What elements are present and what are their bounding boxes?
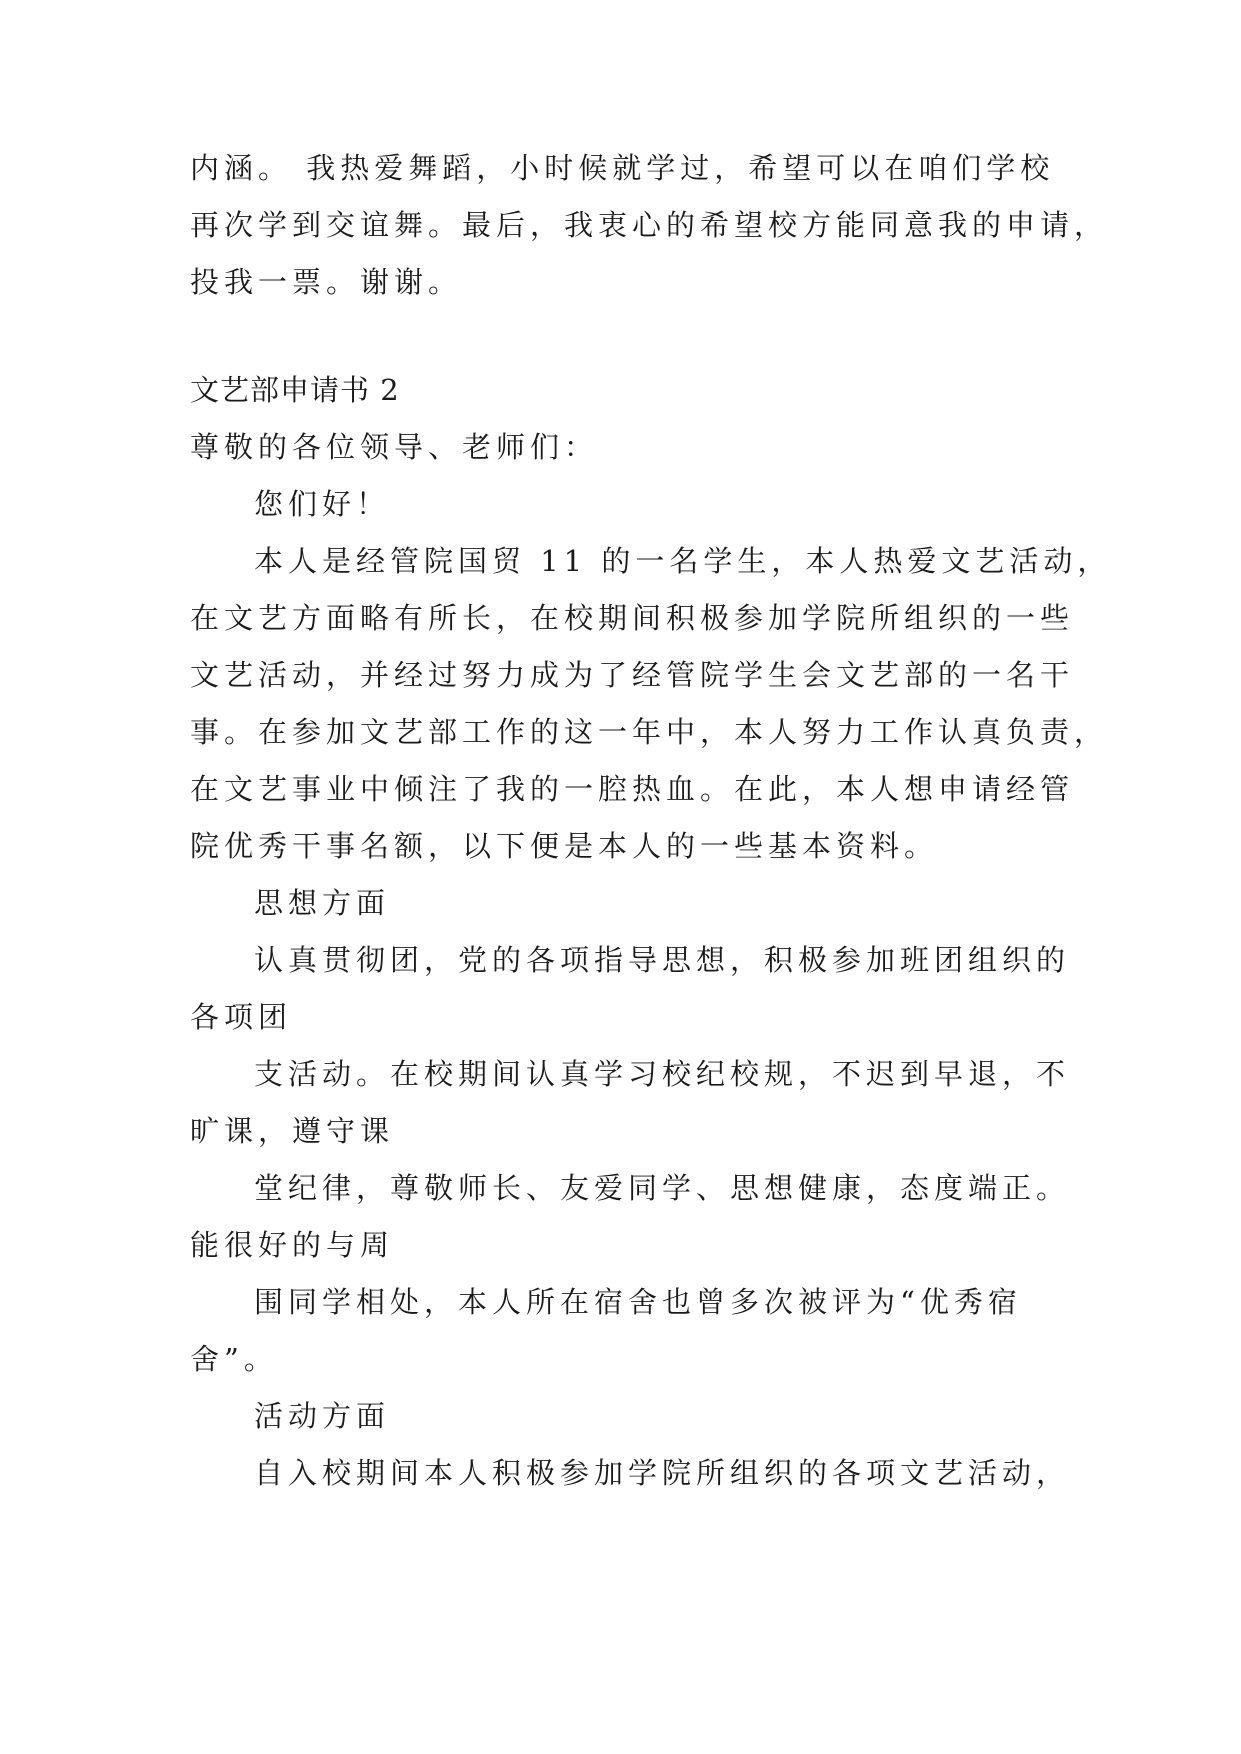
paragraph2-line-4: 旷课，遵守课 xyxy=(190,1114,395,1148)
intro-line-1: 内涵。 我热爱舞蹈，小时候就学过，希望可以在咱们学校 xyxy=(190,151,1055,185)
subheading-ideology: 思想方面 xyxy=(254,886,391,920)
intro-line-2: 再次学到交谊舞。最后，我衷心的希望校方能同意我的申请， xyxy=(190,208,1109,242)
greeting: 您们好！ xyxy=(254,487,391,521)
paragraph1-line-6: 院优秀干事名额，以下便是本人的一些基本资料。 xyxy=(190,829,939,863)
paragraph1-line-2: 在文艺方面略有所长，在校期间积极参加学院所组织的一些 xyxy=(190,601,1075,635)
paragraph2-line-7: 围同学相处，本人所在宿舍也曾多次被评为“优秀宿 xyxy=(254,1285,1022,1319)
paragraph2-line-1: 认真贯彻团，党的各项指导思想，积极参加班团组织的 xyxy=(254,943,1071,977)
paragraph1-line-5: 在文艺事业中倾注了我的一腔热血。在此，本人想申请经管 xyxy=(190,772,1075,806)
section-title: 文艺部申请书 2 xyxy=(190,373,400,407)
paragraph1-line-3: 文艺活动，并经过努力成为了经管院学生会文艺部的一名干 xyxy=(190,658,1075,692)
paragraph3-line-1: 自入校期间本人积极参加学院所组织的各项文艺活动， xyxy=(254,1456,1071,1490)
paragraph2-line-3: 支活动。在校期间认真学习校纪校规，不迟到早退，不 xyxy=(254,1057,1071,1091)
paragraph2-line-6: 能很好的与周 xyxy=(190,1228,395,1262)
salutation: 尊敬的各位领导、老师们： xyxy=(190,430,599,464)
subheading-activities: 活动方面 xyxy=(254,1399,391,1433)
paragraph2-line-2: 各项团 xyxy=(190,1000,293,1034)
paragraph2-line-5: 堂纪律，尊敬师长、友爱同学、思想健康，态度端正。 xyxy=(254,1171,1071,1205)
intro-line-3: 投我一票。谢谢。 xyxy=(190,265,463,299)
paragraph1-line-4: 事。在参加文艺部工作的这一年中，本人努力工作认真负责， xyxy=(190,715,1109,749)
paragraph1-line-1: 本人是经管院国贸 11 的一名学生，本人热爱文艺活动， xyxy=(254,544,1112,578)
paragraph2-line-8: 舍”。 xyxy=(190,1342,278,1376)
